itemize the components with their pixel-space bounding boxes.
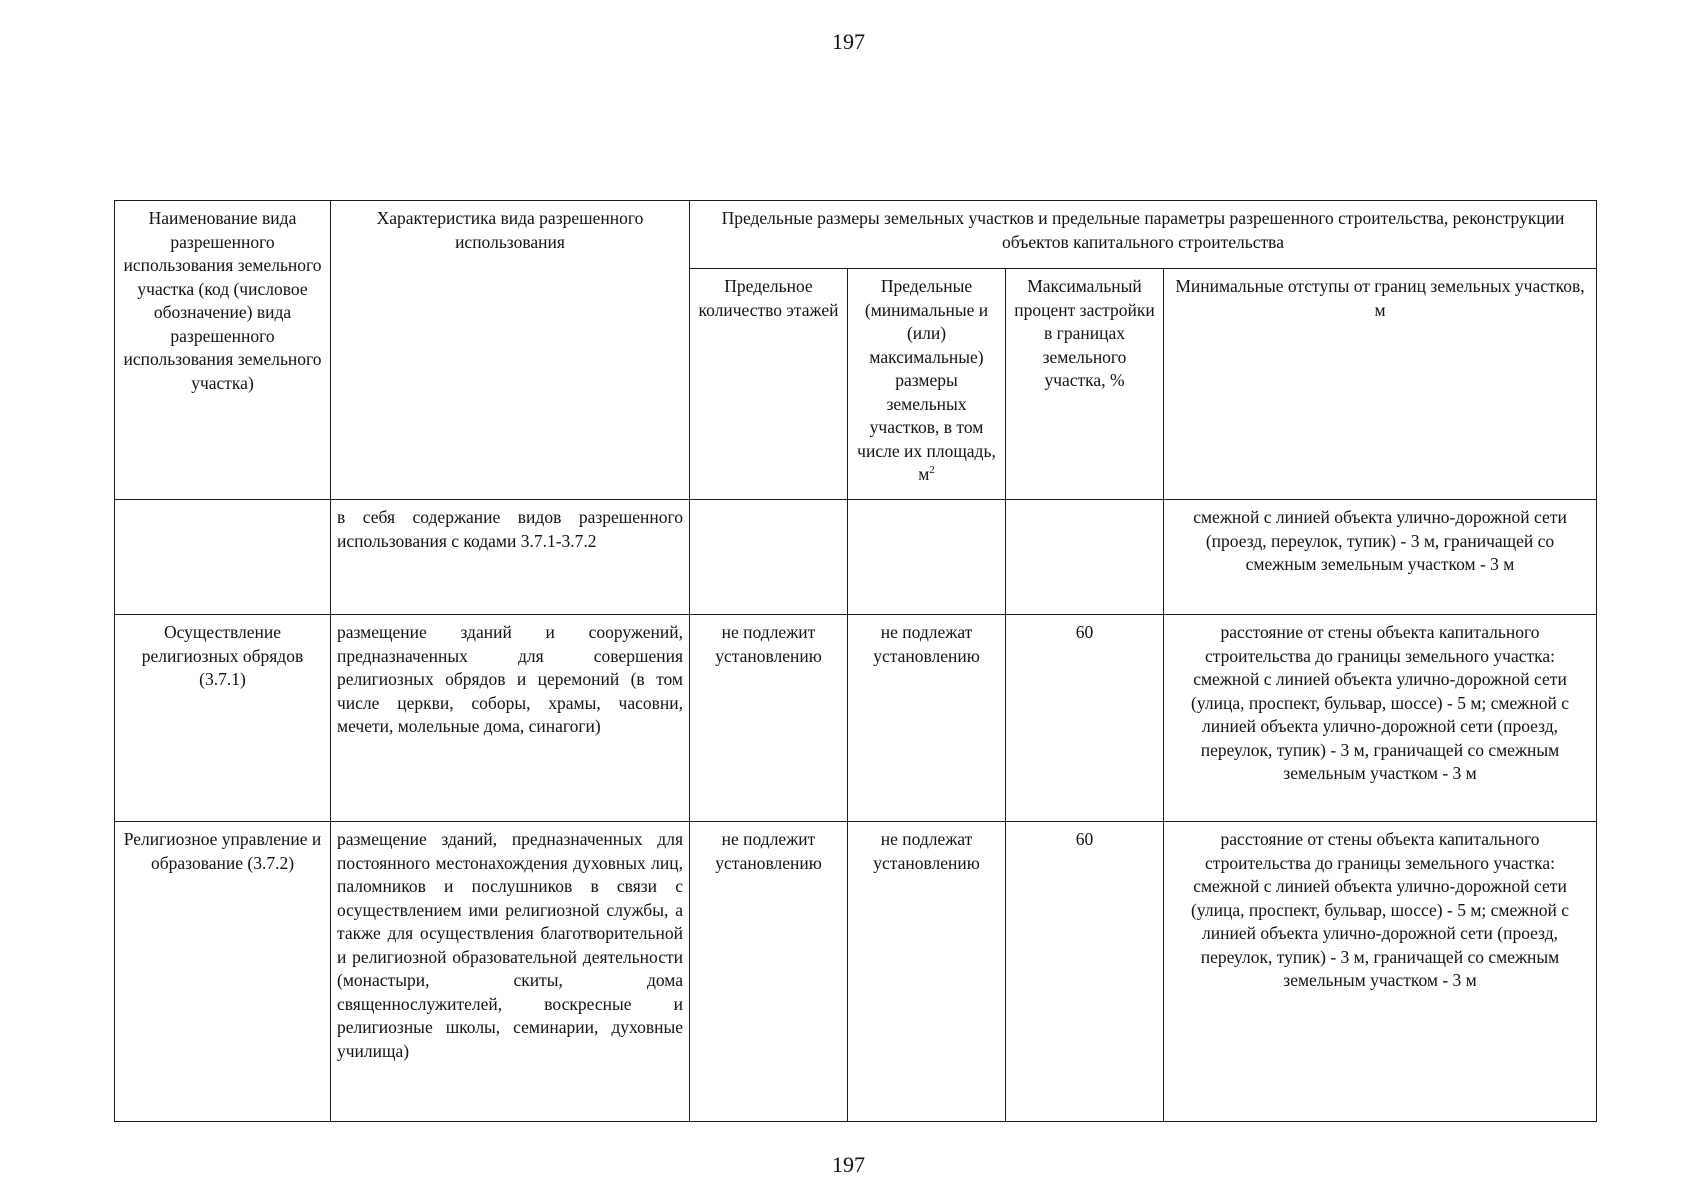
header-setbacks: Минимальные отступы от границ земельных участков, м (1164, 269, 1597, 500)
zoning-table (114, 200, 1597, 1122)
cell-name: Религиозное управление и образование (3.7.2) (115, 822, 331, 1122)
cell-setbacks: смежной с линией объекта улично-дорожной сети (проезд, переулок, тупик) - 3 м, граничащей со смежным земельным участком - 3 м (1164, 500, 1597, 615)
table-row (115, 615, 1597, 822)
cell-characteristic: в себя содержание видов разрешенного использования с кодами 3.7.1-3.7.2 (331, 500, 690, 615)
header-sizes (848, 269, 1006, 500)
header-characteristic: Характеристика вида разрешенного использования (331, 201, 690, 500)
cell-characteristic: размещение зданий и сооружений, предназначенных для совершения религиозных обрядов и церемоний (в том числе церкви, соборы, храмы, часовни, мечети, молельные дома, синагоги) (331, 615, 690, 822)
header-floors: Предельное количество этажей (690, 269, 848, 500)
cell-sizes: не подлежат установлению (848, 822, 1006, 1122)
page-number-bottom: 197 (832, 1152, 865, 1177)
cell-sizes (848, 500, 1006, 615)
header-sizes-text: Предельные (минимальные и (или) максимальные) размеры земельных участков, в том числе их площадь, м (857, 276, 996, 484)
header-group: Предельные размеры земельных участков и предельные параметры разрешенного строительства, реконструкции объектов капитального строительства (690, 201, 1597, 269)
cell-sizes: не подлежат установлению (848, 615, 1006, 822)
table-row (115, 500, 1597, 615)
header-name: Наименование вида разрешенного использования земельного участка (код (числовое обозначение) вида разрешенного использования земельного участка) (115, 201, 331, 500)
header-sizes-sup: 2 (929, 464, 935, 477)
cell-name: Осуществление религиозных обрядов (3.7.1) (115, 615, 331, 822)
cell-name (115, 500, 331, 615)
cell-setbacks: расстояние от стены объекта капитального строительства до границы земельного участка: смежной с линией объекта улично-дорожной сети (улица, проспект, бульвар, шоссе) - 5 м; смежной с линией объекта улично-дорожной сети (проезд, переулок, тупик) - 3 м, граничащей со смежным земельным участком - 3 м (1164, 822, 1597, 1122)
cell-percent (1006, 500, 1164, 615)
cell-setbacks: расстояние от стены объекта капитального строительства до границы земельного участка: смежной с линией объекта улично-дорожной сети (улица, проспект, бульвар, шоссе) - 5 м; смежной с линией объекта улично-дорожной сети (проезд, переулок, тупик) - 3 м, граничащей со смежным земельным участком - 3 м (1164, 615, 1597, 822)
cell-floors (690, 500, 848, 615)
cell-percent: 60 (1006, 822, 1164, 1122)
table-row (115, 822, 1597, 1122)
cell-floors: не подлежит установлению (690, 615, 848, 822)
header-row-1 (115, 201, 1597, 269)
header-percent: Максимальный процент застройки в границах земельного участка, % (1006, 269, 1164, 500)
cell-percent: 60 (1006, 615, 1164, 822)
page-number-top: 197 (832, 29, 865, 54)
cell-characteristic: размещение зданий, предназначенных для постоянного местонахождения духовных лиц, паломников и послушников в связи с осуществлением ими религиозной службы, а также для осуществления благотворительной и религиозной образовательной деятельности (монастыри, скиты, дома священнослужителей, воскресные и религиозные школы, семинарии, духовные училища) (331, 822, 690, 1122)
cell-floors: не подлежит установлению (690, 822, 848, 1122)
